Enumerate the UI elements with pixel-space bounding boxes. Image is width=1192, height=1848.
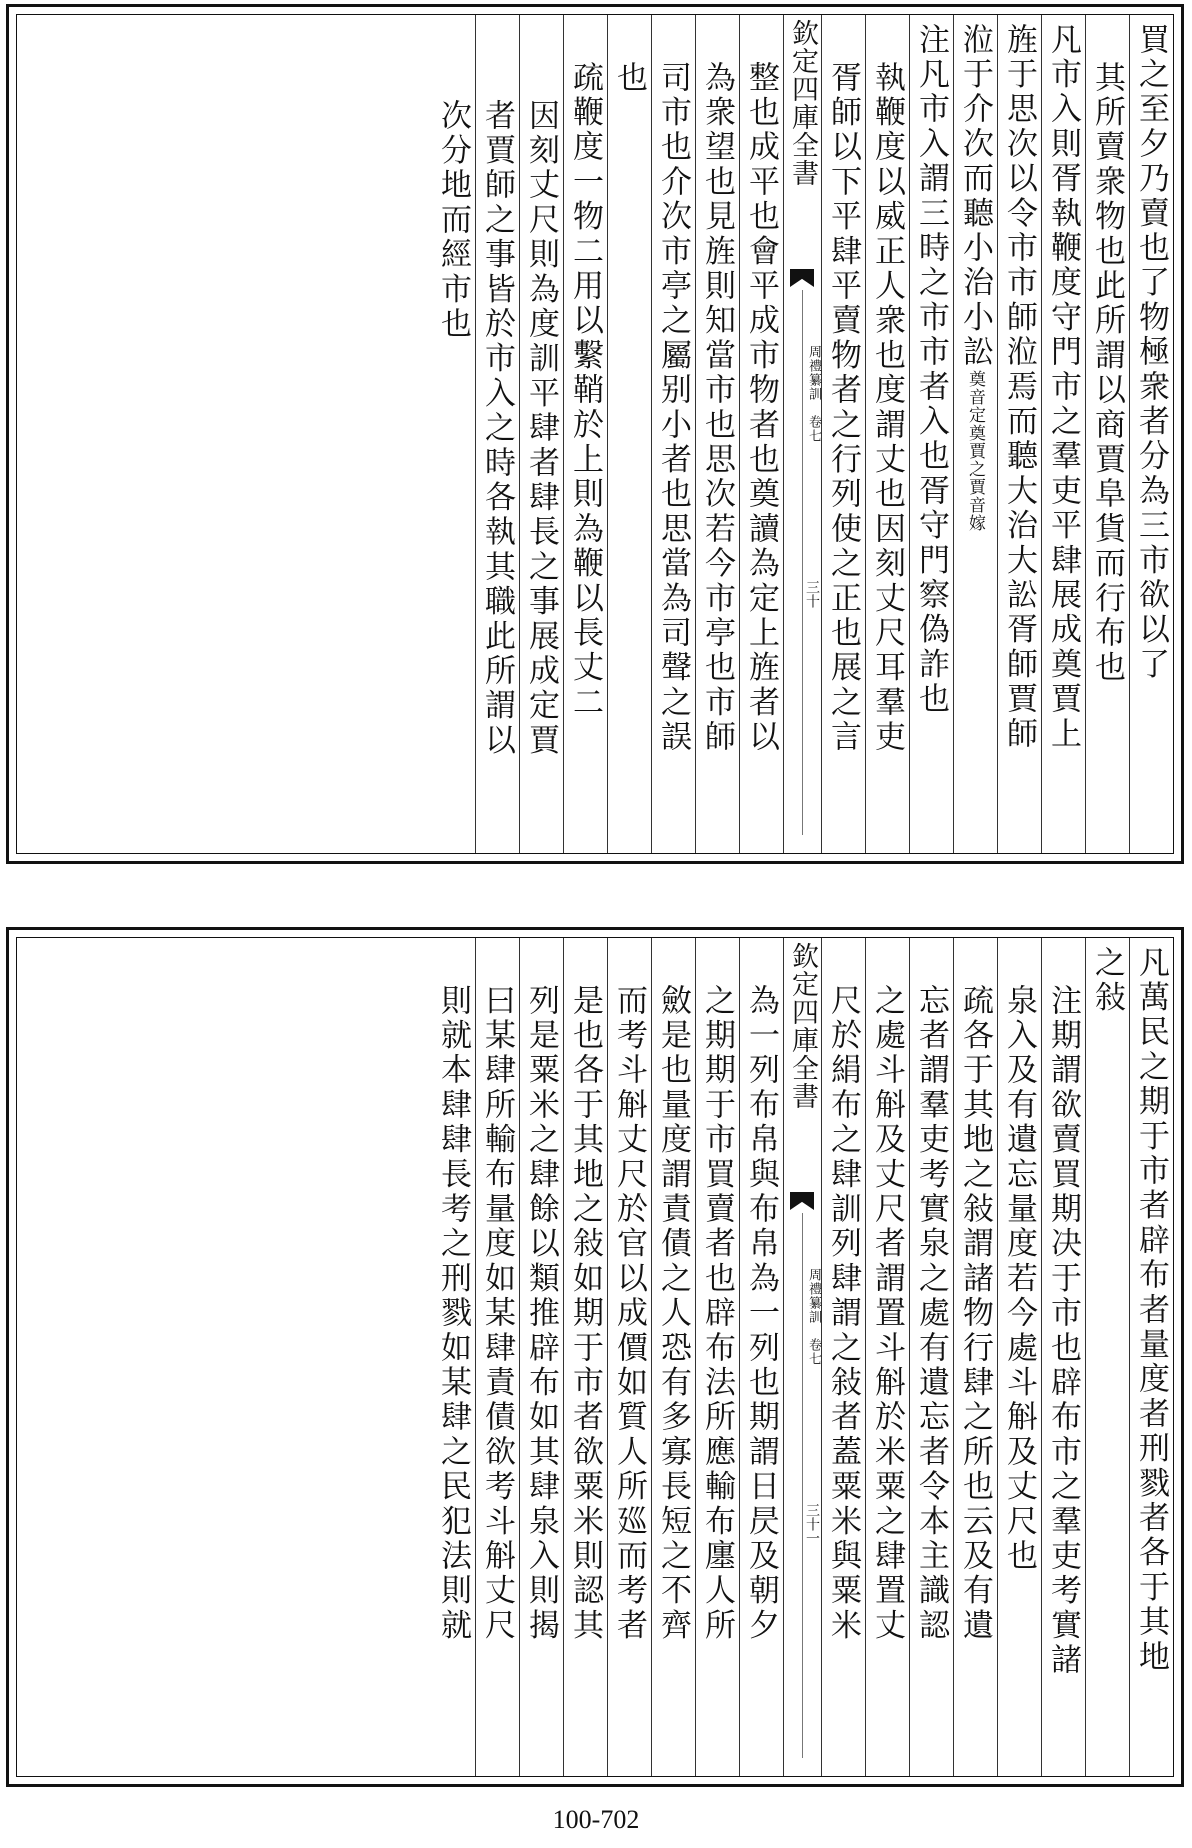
text-column: 之敍 xyxy=(1085,938,1129,1776)
page-top-text-frame xyxy=(16,14,1174,854)
text-column: 胥師以下平肆平賣物者之行列使之正也展之言 xyxy=(821,15,865,853)
text-column: 整也成平也會平成市物者也奠讀為定上旌者以 xyxy=(739,15,783,853)
book-title: 欽定四庫全書 xyxy=(787,942,818,1110)
center-fold-column xyxy=(783,15,821,853)
fish-tail-mark xyxy=(790,1192,814,1210)
page-bottom xyxy=(6,927,1184,1787)
text-column: 者賈師之事皆於市入之時各執其職此所謂以 xyxy=(475,15,519,853)
text-column: 買之至夕乃賣也了物極衆者分為三市欲以了 xyxy=(1129,15,1173,853)
text-column: 注凡市入謂三時之市市者入也胥守門察偽詐也 xyxy=(909,15,953,853)
text-column: 凡市入則胥執鞭度守門市之羣吏平肆展成奠賈上 xyxy=(1041,15,1085,853)
folio-number: 三十一 xyxy=(804,1503,820,1545)
text-column: 次分地而經市也 xyxy=(435,99,471,342)
text-column: 泉入及有遺忘量度若今處斗斛及丈尺也 xyxy=(997,938,1041,1776)
text-column: 凡萬民之期于市者辟布者量度者刑戮者各于其地 xyxy=(1129,938,1173,1776)
text-column: 疏各于其地之敍謂諸物行肆之所也云及有遺 xyxy=(953,938,997,1776)
page-number: 100-702 xyxy=(552,1805,640,1834)
text-column: 忘者謂羣吏考實泉之處有遺忘者令本主識認 xyxy=(909,938,953,1776)
text-column: 曰某肆所輸布量度如某肆責債欲考斗斛丈尺 xyxy=(475,938,519,1776)
text-column: 旌于思次以令市市師涖焉而聽大治大訟胥師賈師 xyxy=(997,15,1041,853)
text-column: 而考斗斛丈尺於官以成價如質人所廵而考者 xyxy=(607,938,651,1776)
text-column: 為衆望也見旌則知當市也思次若今市亭也市師 xyxy=(695,15,739,853)
page-top xyxy=(6,4,1184,864)
text-column xyxy=(953,15,997,853)
text-column: 是也各于其地之敍如期于市者欲粟米則認其 xyxy=(563,938,607,1776)
text-column: 因刻丈尺則為度訓平肆者肆長之事展成定賈 xyxy=(519,15,563,853)
text-column: 疏鞭度一物二用以繫鞘於上則為鞭以長丈二 xyxy=(563,15,607,853)
text-column: 為一列布帛與布帛為一列也期謂日昃及朝夕 xyxy=(739,938,783,1776)
text-column: 之期期于市買賣者也辟布法所應輸布廛人所 xyxy=(695,938,739,1776)
text-column: 列是粟米之肆餘以類推辟布如其肆泉入則揭 xyxy=(519,938,563,1776)
volume-label: 周禮纂訓 卷七 xyxy=(806,345,821,443)
text-column: 則就本肆肆長考之刑戮如某肆之民犯法則就 xyxy=(435,984,471,1644)
text-column: 斂是也量度謂責債之人恐有多寡長短之不齊 xyxy=(651,938,695,1776)
text-column: 司市也介次市亭之屬别小者也思當為司聲之誤 xyxy=(651,15,695,853)
text-column: 執鞭度以威正人衆也度謂丈也因刻丈尺耳羣吏 xyxy=(865,15,909,853)
text-column: 注期謂欲賣買期决于市也辟布市之羣吏考實諸 xyxy=(1041,938,1085,1776)
center-fold-column xyxy=(783,938,821,1776)
text-column: 尺於絹布之肆訓列肆謂之敍者蓋粟米與粟米 xyxy=(821,938,865,1776)
text-column: 之處斗斛及丈尺者謂置斗斛於米粟之肆置丈 xyxy=(865,938,909,1776)
text-column: 也 xyxy=(607,15,651,853)
folio-number: 三十 xyxy=(804,580,820,608)
fish-tail-mark xyxy=(790,269,814,287)
column-main-text: 涖于介次而聽小治小訟 xyxy=(957,23,993,370)
page-bottom-text-frame xyxy=(16,937,1174,1777)
book-title: 欽定四庫全書 xyxy=(787,19,818,187)
volume-label: 周禮纂訓 卷七 xyxy=(806,1268,821,1366)
text-column: 其所賣衆物也此所謂以商賈阜貨而行布也 xyxy=(1085,15,1129,853)
pronunciation-note: 奠音定奠賈之賈音嫁 xyxy=(965,370,985,532)
